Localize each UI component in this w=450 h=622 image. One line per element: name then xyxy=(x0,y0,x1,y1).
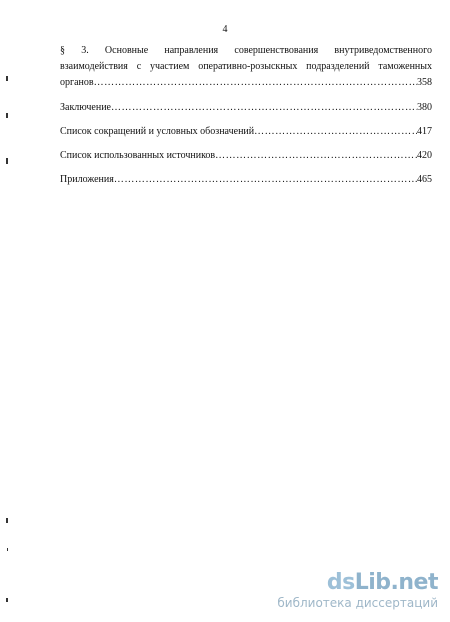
dot-leader xyxy=(94,75,417,91)
toc-entry-label: Список использованных источников xyxy=(60,150,216,161)
watermark xyxy=(277,571,438,610)
toc-entry-page: 465 xyxy=(417,174,432,185)
toc-entry-page: 380 xyxy=(417,102,432,113)
dot-leader xyxy=(111,100,417,116)
scan-mark xyxy=(6,158,8,164)
toc-entry-section-3 xyxy=(60,43,432,91)
toc-entry-page: 358 xyxy=(417,77,432,88)
dot-leader xyxy=(254,124,417,140)
toc-entry-line: § 3. Основные направления совершенствования внутриведомственного xyxy=(60,45,432,56)
table-of-contents xyxy=(60,43,432,188)
scan-mark xyxy=(6,518,8,523)
dot-leader xyxy=(114,172,417,188)
toc-entry-line xyxy=(60,75,432,91)
toc-entry-conclusion xyxy=(60,100,432,116)
toc-entry-sources xyxy=(60,148,432,164)
scan-mark xyxy=(7,548,8,551)
toc-entry-label: Заключение xyxy=(60,102,111,113)
scan-mark xyxy=(6,76,8,81)
page-number: 4 xyxy=(222,24,228,35)
toc-entry-abbreviations xyxy=(60,124,432,140)
watermark-logo-prefix: ds xyxy=(326,570,355,595)
watermark-logo xyxy=(277,571,438,595)
toc-entry-appendices xyxy=(60,172,432,188)
toc-entry-line: взаимодействия с участием оперативно-розыскных подразделений таможенных xyxy=(60,61,432,72)
toc-entry-label: Список сокращений и условных обозначений xyxy=(60,126,255,137)
watermark-subtitle: библиотека диссертаций xyxy=(277,596,438,610)
dot-leader xyxy=(215,148,417,164)
toc-entry-label: Приложения xyxy=(60,174,114,185)
scan-mark xyxy=(6,113,8,118)
toc-entry-page: 420 xyxy=(417,150,432,161)
scan-mark xyxy=(6,598,8,602)
toc-entry-label: органов xyxy=(60,77,94,88)
toc-entry-page: 417 xyxy=(417,126,432,137)
watermark-logo-suffix: Lib.net xyxy=(354,570,438,595)
